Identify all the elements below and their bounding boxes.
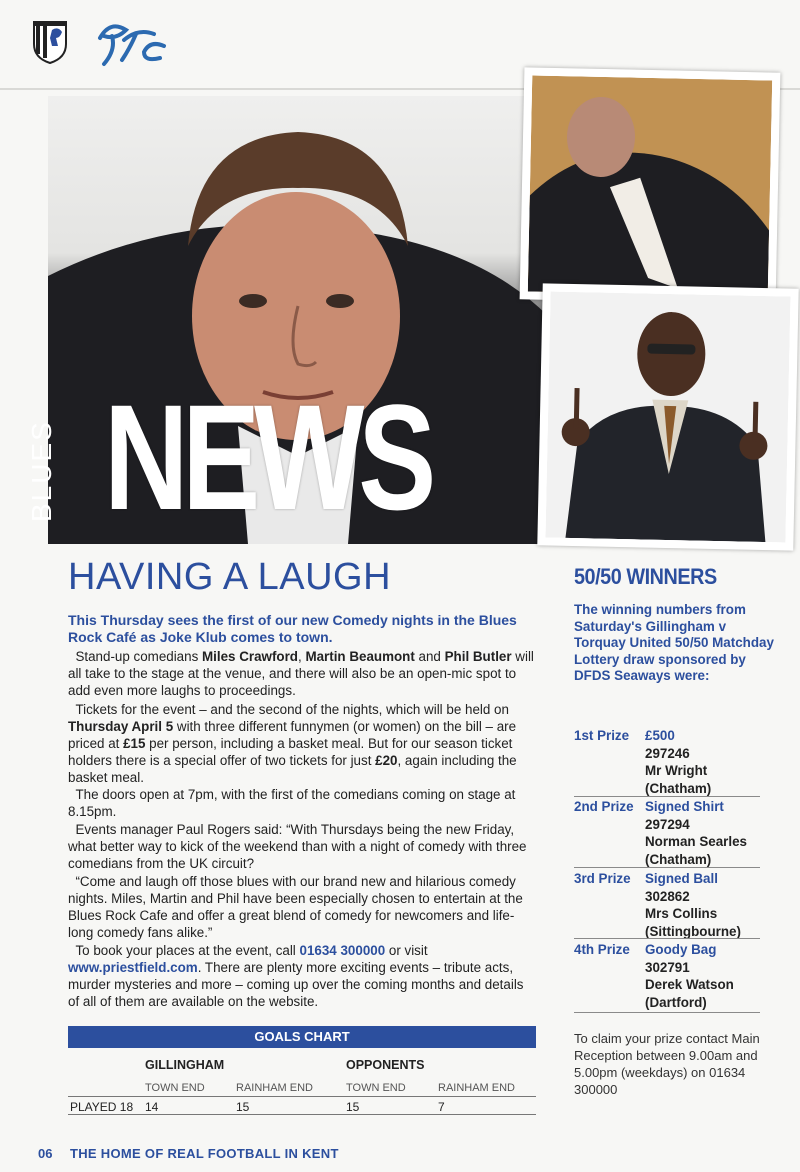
prize-number: 302791 — [645, 959, 690, 975]
goals-chart-gillingham-header: GILLINGHAM — [145, 1058, 225, 1072]
prize-item: £500 — [645, 728, 675, 743]
goals-chart-column: TOWN END — [145, 1082, 205, 1094]
phone-number: 01634 300000 — [299, 943, 386, 958]
prize-label: 1st Prize — [574, 728, 630, 743]
prize-divider — [574, 938, 760, 939]
news-title: NEWS — [104, 373, 431, 541]
page-number: 06 — [38, 1146, 53, 1161]
blues-vertical-label: BLUES — [26, 420, 57, 522]
footer-tagline: THE HOME OF REAL FOOTBALL IN KENT — [70, 1146, 339, 1161]
prize-winner: Derek Watson — [645, 977, 734, 992]
goals-chart-divider — [68, 1096, 536, 1097]
prize-town: (Chatham) — [645, 780, 712, 796]
prize-label: 2nd Prize — [574, 799, 634, 814]
goals-chart-column: RAINHAM END — [438, 1082, 516, 1094]
priestfield-link[interactable]: www.priestfield.com — [68, 960, 198, 975]
prize-number: 302862 — [645, 888, 690, 904]
article-intro: This Thursday sees the first of our new Comedy nights in the Blues Rock Café as Joke Klub comes to town. — [68, 612, 517, 645]
prize-divider — [574, 796, 760, 797]
prize-divider — [574, 867, 760, 868]
winners-intro: The winning numbers from Saturday's Gillingham v Torquay United 50/50 Matchday Lottery draw sponsored by DFDS Seaways were: — [574, 602, 774, 683]
winners-title: 50/50 WINNERS — [574, 564, 717, 589]
article-heading: HAVING A LAUGH — [68, 556, 392, 598]
article-paragraph-6: To book your places at the event, call 01634 300000 or visit www.priestfield.com. There are plenty more exciting events – tribute acts, murder mysteries and more – coming up over the coming months and details of all of them are available on the website. — [68, 943, 524, 1009]
goals-chart-cell: 14 — [145, 1100, 159, 1114]
goals-chart-column: RAINHAM END — [236, 1082, 314, 1094]
article-paragraph-4: Events manager Paul Rogers said: “With Thursdays being the new Friday, what better way to kick of the weekend than with a night of comedy with three comedians from the UK circuit? — [68, 822, 527, 871]
prize-winner: Mr Wright — [645, 763, 708, 778]
prize-town: (Chatham) — [645, 851, 712, 867]
comedian-photo-bottom — [537, 283, 798, 550]
prize-item: Signed Shirt — [645, 799, 724, 814]
prize-number: 297294 — [645, 816, 690, 832]
gillingham-crest-icon — [32, 18, 68, 64]
goals-chart-divider — [68, 1114, 536, 1115]
comedian-photo-top — [520, 67, 781, 304]
article-paragraph-1: Stand-up comedians Miles Crawford, Martin Beaumont and Phil Butler will all take to the stage at the venue, and there will also be an open-mic spot to add even more laughs to proceedings. — [68, 649, 534, 698]
goals-chart-column: TOWN END — [346, 1082, 406, 1094]
goals-chart-title: GOALS CHART — [68, 1026, 536, 1048]
goals-chart-row-label: PLAYED 18 — [70, 1100, 134, 1114]
article-paragraph-5: “Come and laugh off those blues with our brand new and hilarious comedy nights. Miles, Martin and Phil have been especially chosen to entertain at the Blues Rock Cafe and offer a great blend of comedy for newcomers and life-long comedy fans alike.” — [68, 874, 523, 940]
goals-chart-opponents-header: OPPONENTS — [346, 1058, 425, 1072]
prize-item: Signed Ball — [645, 871, 718, 886]
prize-town: (Dartford) — [645, 994, 707, 1010]
prize-town: (Sittingbourne) — [645, 923, 741, 939]
gfc-script-logo-icon — [92, 16, 172, 68]
prize-label: 3rd Prize — [574, 871, 631, 886]
winners-claim-info: To claim your prize contact Main Reception between 9.00am and 5.00pm (weekdays) on 01634 300000 — [574, 1031, 760, 1097]
article-paragraph-2: Tickets for the event – and the second of the nights, which will be held on Thursday April 5 with three different funnymen (or women) on the bill – are priced at £15 per person, including a basket meal. But for our season ticket holders there is a special offer of two tickets for just £20, again including the basket meal. — [68, 702, 517, 785]
prize-divider — [574, 1012, 760, 1013]
prize-number: 297246 — [645, 745, 690, 761]
goals-chart-cell: 15 — [236, 1100, 250, 1114]
article-paragraph-3: The doors open at 7pm, with the first of the comedians coming on stage at 8.15pm. — [68, 787, 516, 819]
prize-label: 4th Prize — [574, 942, 630, 957]
prize-item: Goody Bag — [645, 942, 717, 957]
prize-winner: Norman Searles — [645, 834, 747, 849]
prize-winner: Mrs Collins — [645, 906, 718, 921]
goals-chart-cell: 7 — [438, 1100, 445, 1114]
goals-chart-cell: 15 — [346, 1100, 360, 1114]
